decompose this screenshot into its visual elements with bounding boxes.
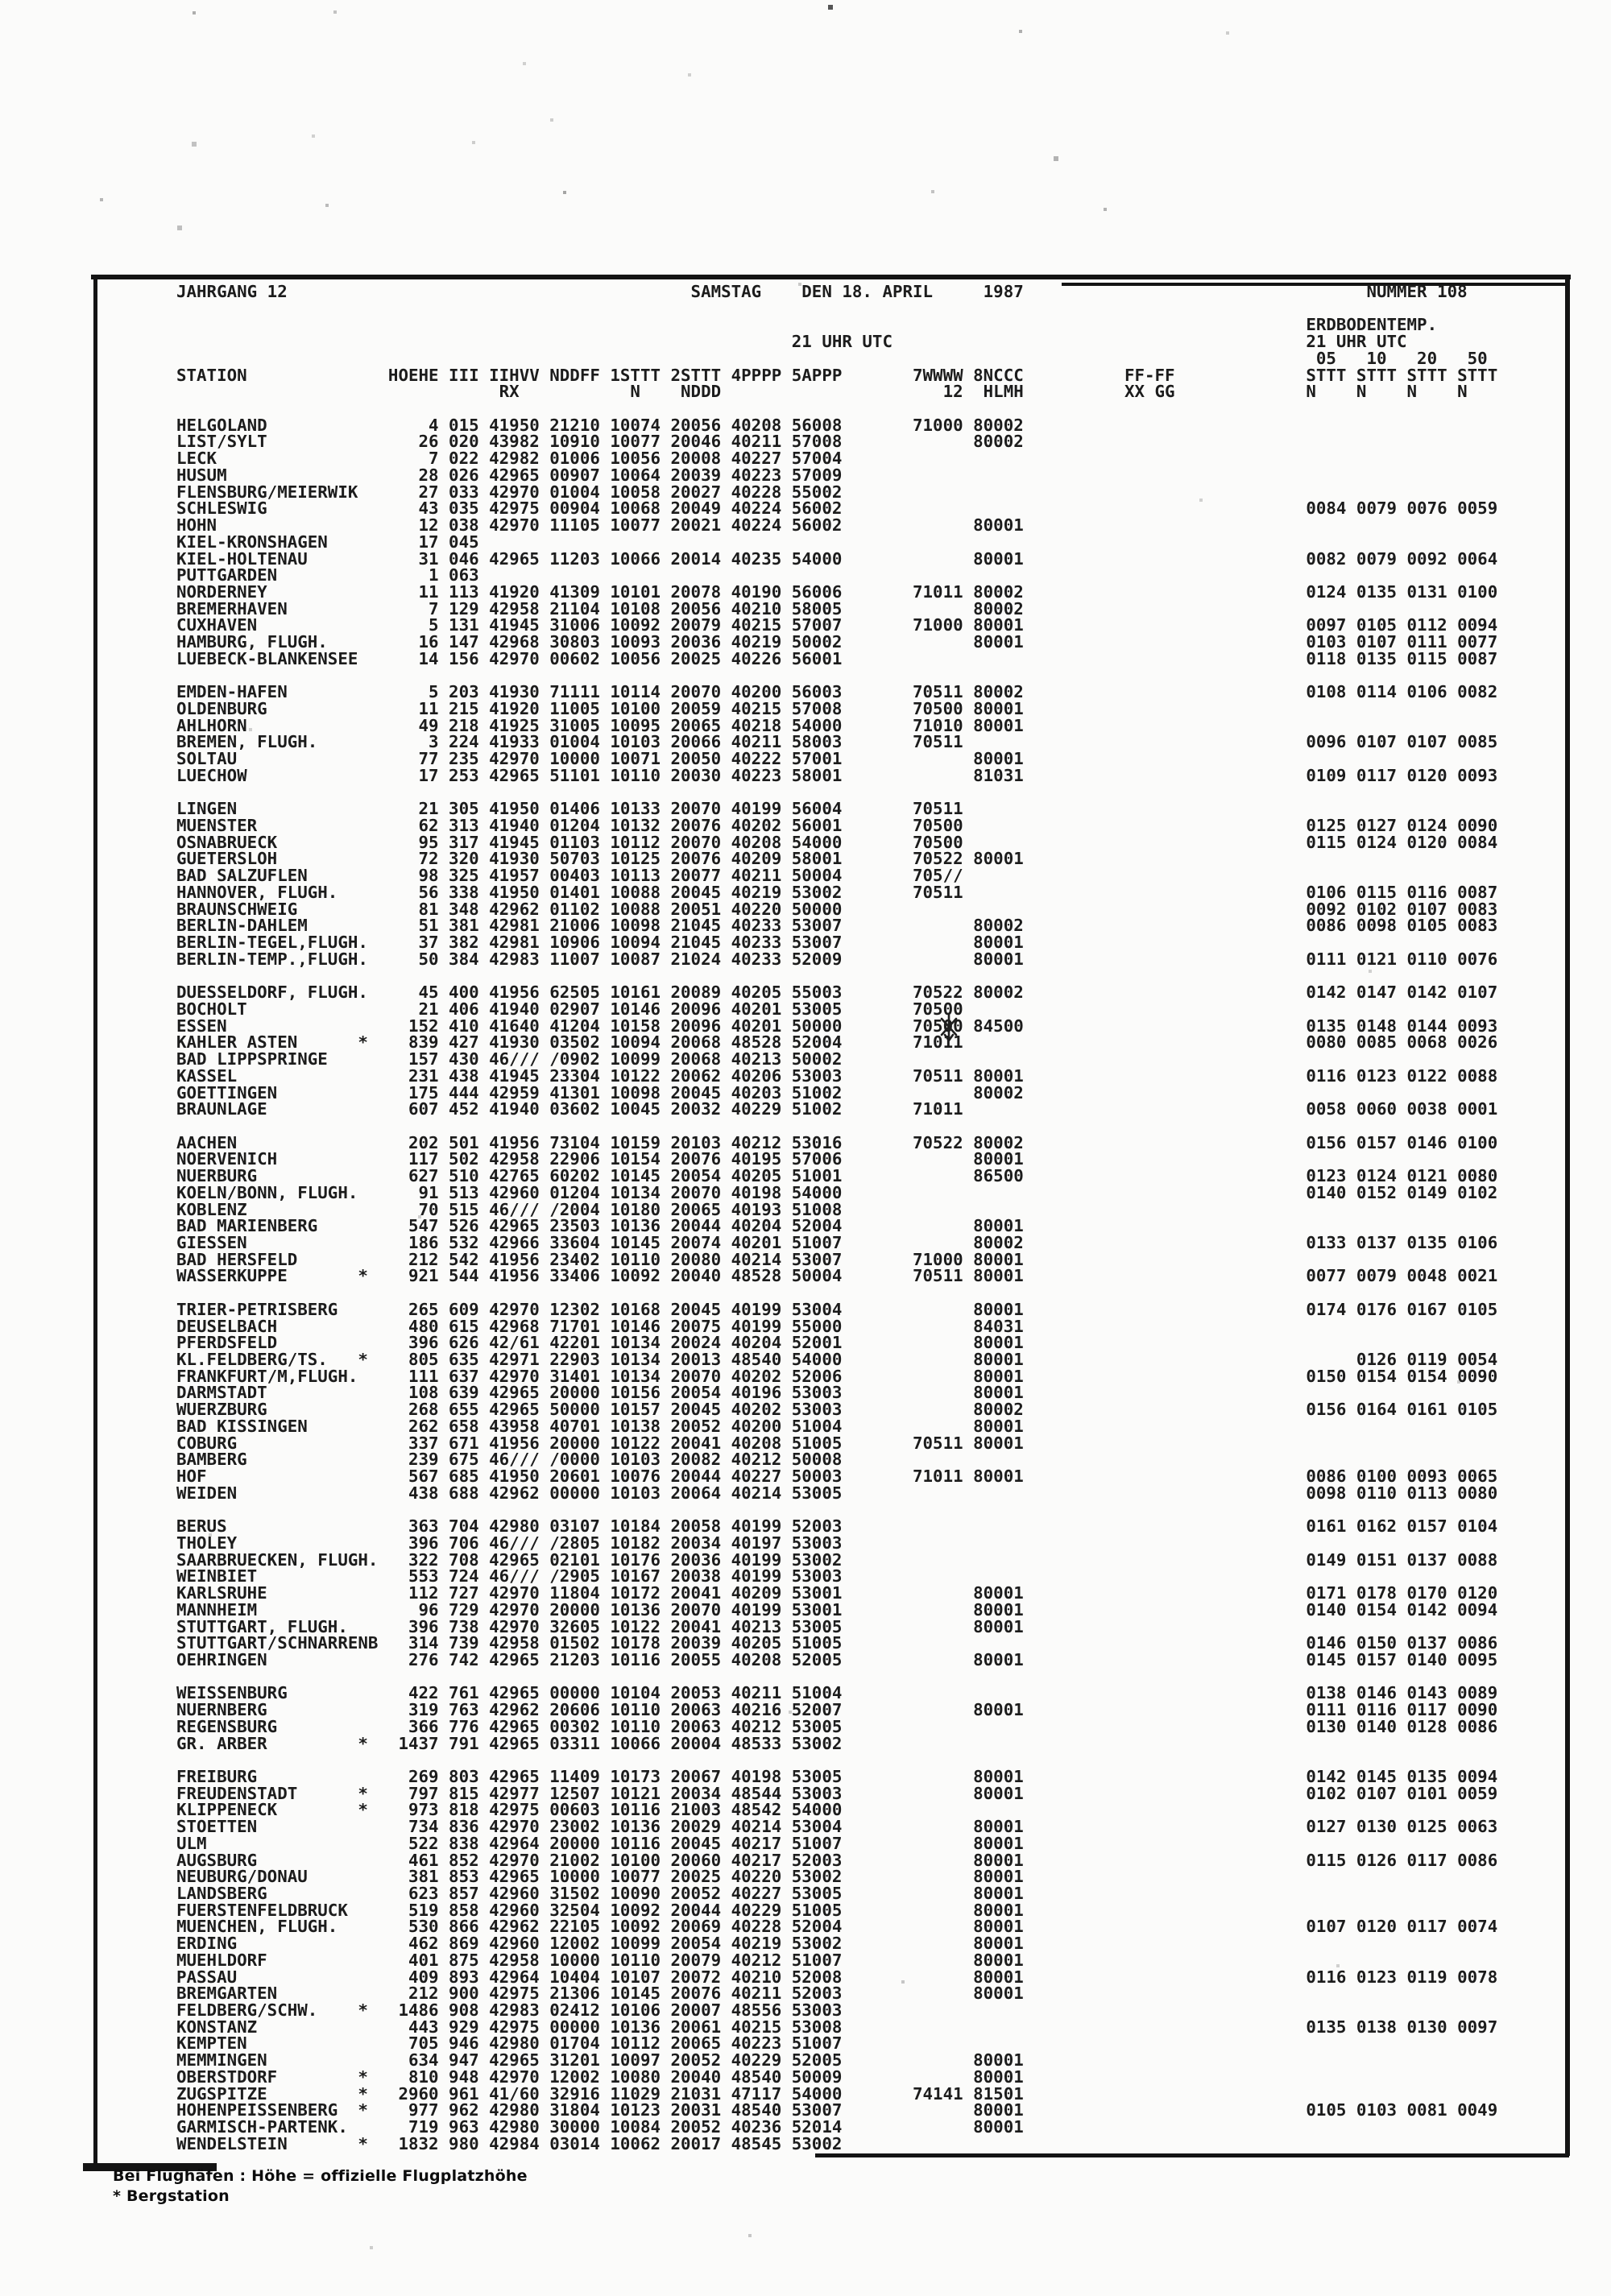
table-row: STOETTEN 734 836 42970 23002 10136 20029 40214 53004 80001 0127 0130 0125 0063 [176,1817,1498,1837]
table-row: HOF 567 685 41950 20601 10076 20044 40227 50003 71011 80001 0086 0100 0093 0065 [176,1467,1498,1487]
table-row: NOERVENICH 117 502 42958 22906 10154 20076 40195 57006 80001 [176,1149,1498,1169]
table-row: MUENSTER 62 313 41940 01204 10132 20076 40202 56001 70500 0125 0127 0124 0090 [176,816,1498,835]
table-row: LIST/SYLT 26 020 43982 10910 10077 20046 40211 57008 80002 [176,432,1498,452]
table-row: KEMPTEN 705 946 42980 01704 10112 20065 40223 51007 [176,2033,1498,2054]
table-row: KL.FELDBERG/TS. * 805 635 42971 22903 10134 20013 48540 54000 80001 0126 0119 0054 [176,1350,1498,1369]
weather-observation-table [176,283,1497,2153]
table-row: BREMERHAVEN 7 129 42958 21104 10108 20056 40210 58005 80002 [176,598,1498,618]
table-row: KARLSRUHE 112 727 42970 11804 10172 20041 40209 53001 80001 0171 0178 0170 0120 [176,1583,1498,1603]
soil-depth-header-line: 05 10 20 50 [176,348,1498,368]
table-row: AHLHORN 49 218 41925 31005 10095 20065 40218 54000 71010 80001 [176,715,1498,735]
table-row: BAD HERSFELD 212 542 41956 23402 10110 20080 40214 53007 71000 80001 [176,1249,1498,1269]
table-row: OBERSTDORF * 810 948 42970 12002 10080 20040 48540 50009 80001 [176,2066,1498,2087]
scan-noise-dots [0,0,2,2]
table-row: BAD SALZUFLEN 98 325 41957 00403 10113 20077 40211 50004 705// [176,866,1498,886]
table-row: FREUDENSTADT * 797 815 42977 12507 10121 20034 48544 53003 80001 0102 0107 0101 0059 [176,1783,1498,1803]
table-row: BERLIN-TEMP.,FLUGH. 50 384 42983 11007 10087 21024 40233 52009 80001 0111 0121 0110 0076 [176,949,1498,969]
row-spacer [176,400,1497,417]
table-row: PUTTGARDEN 1 063 [176,565,1498,585]
table-row: WENDELSTEIN * 1832 980 42984 03014 10062 20017 48545 53002 [176,2133,1498,2153]
table-row: FLENSBURG/MEIERWIK 27 033 42970 01004 10058 20027 40228 55002 [176,482,1498,502]
row-spacer [176,1752,1497,1769]
column-header-line: STATION HOEHE III IIHVV NDDFF 1STTT 2STTT 4PPPP 5APPP 7WWWW 8NCCC FF-FF STTT STTT STTT STTT [176,365,1498,385]
footnote-bergstation: * Bergstation [113,2187,230,2205]
table-row: BRAUNSCHWEIG 81 348 42962 01102 10088 20051 40220 50000 0092 0102 0107 0083 [176,899,1498,919]
table-row: OLDENBURG 11 215 41920 11005 10100 20059 40215 57008 70500 80001 [176,698,1498,718]
row-spacer [176,1285,1497,1301]
table-row: COBURG 337 671 41956 20000 10122 20041 40208 51005 70511 80001 [176,1433,1498,1453]
table-border-top [91,275,1571,279]
footnote-flugplatzhoehe: Bei Flughäfen : Höhe = offizielle Flugplatzhöhe [113,2167,528,2185]
table-row: STUTTGART/SCHNARRENB 314 739 42958 01502 10178 20039 40205 51005 0146 0150 0137 0086 [176,1633,1498,1653]
table-row: FUERSTENFELDBRUCK 519 858 42960 32504 10092 20044 40229 51005 80001 [176,1900,1498,1920]
table-row: HELGOLAND 4 015 41950 21210 10074 20056 40208 56008 71000 80002 [176,415,1498,435]
table-row: SAARBRUECKEN, FLUGH. 322 708 42965 02101 10176 20036 40199 53002 0149 0151 0137 0088 [176,1549,1498,1570]
masthead-line: JAHRGANG 12 SAMSTAG DEN 18. APRIL 1987 NUMMER 108 [176,282,1498,301]
table-row: KIEL-HOLTENAU 31 046 42965 11203 10066 20014 40235 54000 80001 0082 0079 0092 0064 [176,548,1498,569]
table-row: PFERDSFELD 396 626 42/61 42201 10134 20024 40204 52001 80001 [176,1333,1498,1353]
table-row: KOELN/BONN, FLUGH. 91 513 42960 01204 10134 20070 40198 54000 0140 0152 0149 0102 [176,1182,1498,1202]
column-subheader-line: RX N NDDD 12 HLMH XX GG N N N N [176,382,1498,402]
table-row: BAD LIPPSPRINGE 157 430 46/// /0902 10099 20068 40213 50002 [176,1049,1498,1069]
table-row: WEINBIET 553 724 46/// /2905 10167 20038 40199 53003 [176,1566,1498,1587]
table-row: HUSUM 28 026 42965 00907 10064 20039 40223 57009 [176,465,1498,485]
table-row: ZUGSPITZE * 2960 961 41/60 32916 11029 21031 47117 54000 74141 81501 [176,2083,1498,2104]
table-border-right [1565,279,1570,2156]
table-row: AACHEN 202 501 41956 73104 10159 20103 40212 53016 70522 80002 0156 0157 0146 0100 [176,1132,1498,1152]
table-row: BOCHOLT 21 406 41940 02907 10146 20096 40201 53005 70500 [176,999,1498,1019]
row-spacer [176,300,1497,317]
table-row: NUERNBERG 319 763 42962 20606 10110 20063 40216 52007 80001 0111 0116 0117 0090 [176,1700,1498,1720]
row-spacer [176,1118,1497,1135]
table-row: GUETERSLOH 72 320 41930 50703 10125 20076 40209 58001 70522 80001 [176,849,1498,869]
table-row: WASSERKUPPE * 921 544 41956 33406 10092 20040 48528 50004 70511 80001 0077 0079 0048 0021 [176,1266,1498,1286]
soil-temp-title-line: ERDBODENTEMP. [176,315,1498,335]
table-row: LUEBECK-BLANKENSEE 14 156 42970 00602 10056 20025 40226 56001 0118 0135 0115 0087 [176,648,1498,668]
table-row: MEMMINGEN 634 947 42965 31201 10097 20052 40229 52005 80001 [176,2050,1498,2071]
table-row: KAHLER ASTEN * 839 427 41930 03502 10094 20068 48528 52004 71011 0080 0085 0068 0026 [176,1032,1498,1053]
table-row: BREMGARTEN 212 900 42975 21306 10145 20076 40211 52003 80001 [176,1984,1498,2004]
table-row: OEHRINGEN 276 742 42965 21203 10116 20055 40208 52005 80001 0145 0157 0140 0095 [176,1649,1498,1669]
table-row: ERDING 462 869 42960 12002 10099 20054 40219 53002 80001 [176,1934,1498,1954]
table-row: TRIER-PETRISBERG 265 609 42970 12302 10168 20045 40199 53004 80001 0174 0176 0167 0105 [176,1299,1498,1319]
row-spacer [176,784,1497,801]
table-row: HANNOVER, FLUGH. 56 338 41950 01401 10088 20045 40219 53002 70511 0106 0115 0116 0087 [176,882,1498,902]
table-row: BAD KISSINGEN 262 658 43958 40701 10138 20052 40200 51004 80001 [176,1416,1498,1436]
row-spacer [176,967,1497,984]
table-row: FRANKFURT/M,FLUGH. 111 637 42970 31401 10134 20070 40202 52006 80001 0150 0154 0154 0090 [176,1366,1498,1386]
table-row: REGENSBURG 366 776 42965 00302 10110 20063 40212 53005 0130 0140 0128 0086 [176,1716,1498,1736]
table-row: LANDSBERG 623 857 42960 31502 10090 20052 40227 53005 80001 [176,1884,1498,1903]
table-row: LINGEN 21 305 41950 01406 10133 20070 40199 56004 70511 [176,799,1498,819]
table-row: GR. ARBER * 1437 791 42965 03311 10066 20004 48533 53002 [176,1733,1498,1753]
table-row: WEISSENBURG 422 761 42965 00000 10104 20053 40211 51004 0138 0146 0143 0089 [176,1683,1498,1703]
table-row: AUGSBURG 461 852 42970 21002 10100 20060 40217 52003 80001 0115 0126 0117 0086 [176,1850,1498,1870]
table-row: WEIDEN 438 688 42962 00000 10103 20064 40214 53005 0098 0110 0113 0080 [176,1483,1498,1503]
pen-correction-mark [937,1014,961,1041]
table-row: NUERBURG 627 510 42765 60202 10145 20054 40205 51001 86500 0123 0124 0121 0080 [176,1166,1498,1186]
table-row: FREIBURG 269 803 42965 11409 10173 20067 40198 53005 80001 0142 0145 0135 0094 [176,1766,1498,1786]
row-spacer [176,668,1497,685]
table-row: KASSEL 231 438 41945 23304 10122 20062 40206 53003 70511 80001 0116 0123 0122 0088 [176,1065,1498,1086]
table-row: MUENCHEN, FLUGH. 530 866 42962 22105 10092 20069 40228 52004 80001 0107 0120 0117 0074 [176,1917,1498,1937]
table-row: GOETTINGEN 175 444 42959 41301 10098 20045 40203 51002 80002 [176,1082,1498,1102]
table-row: BERUS 363 704 42980 03107 10184 20058 40199 52003 0161 0162 0157 0104 [176,1516,1498,1537]
table-row: BERLIN-TEGEL,FLUGH. 37 382 42981 10906 10094 21045 40233 53007 80001 [176,933,1498,953]
table-row: DEUSELBACH 480 615 42968 71701 10146 20075 40199 55000 84031 [176,1316,1498,1336]
table-row: KIEL-KRONSHAGEN 17 045 [176,532,1498,552]
table-row: BRAUNLAGE 607 452 41940 03602 10045 20032 40229 51002 71011 0058 0060 0038 0001 [176,1099,1498,1119]
table-row: HAMBURG, FLUGH. 16 147 42968 30803 10093 20036 40219 50002 80001 0103 0107 0111 0077 [176,632,1498,652]
row-spacer [176,1669,1497,1686]
table-row: BERLIN-DAHLEM 51 381 42981 21006 10098 21045 40233 53007 80002 0086 0098 0105 0083 [176,916,1498,936]
table-row: STUTTGART, FLUGH. 396 738 42970 32605 10122 20041 40213 53005 80001 [176,1616,1498,1636]
table-border-bottom [815,2153,1569,2157]
table-row: KOBLENZ 70 515 46/// /2004 10180 20065 40193 51008 [176,1199,1498,1219]
table-row: MUEHLDORF 401 875 42958 10000 10110 20079 40212 51007 80001 [176,1950,1498,1970]
table-row: ULM 522 838 42964 20000 10116 20045 40217 51007 80001 [176,1833,1498,1853]
table-row: GIESSEN 186 532 42966 33604 10145 20074 40201 51007 80002 0133 0137 0135 0106 [176,1232,1498,1252]
table-row: THOLEY 396 706 46/// /2805 10182 20034 40197 53003 [176,1533,1498,1553]
table-row: DUESSELDORF, FLUGH. 45 400 41956 62505 10161 20089 40205 55003 70522 80002 0142 0147 0142 0107 [176,983,1498,1003]
table-row: OSNABRUECK 95 317 41945 01103 10112 20070 40208 54000 70500 0115 0124 0120 0084 [176,832,1498,852]
table-row: KONSTANZ 443 929 42975 00000 10136 20061 40215 53008 0135 0138 0130 0097 [176,2017,1498,2037]
table-row: HOHENPEISSENBERG * 977 962 42980 31804 10123 20031 48540 53007 80001 0105 0103 0081 0049 [176,2100,1498,2120]
table-row: BAMBERG 239 675 46/// /0000 10103 20082 40212 50008 [176,1450,1498,1470]
table-row: WUERZBURG 268 655 42965 50000 10157 20045 40202 53003 80002 0156 0164 0161 0105 [176,1400,1498,1420]
table-row: BAD MARIENBERG 547 526 42965 23503 10136 20044 40204 52004 80001 [176,1216,1498,1236]
time-utc-line: 21 UHR UTC 21 UHR UTC [176,332,1498,352]
table-row: FELDBERG/SCHW. * 1486 908 42983 02412 10106 20007 48556 53003 [176,2000,1498,2021]
table-row: CUXHAVEN 5 131 41945 31006 10092 20079 40215 57007 71000 80001 0097 0105 0112 0094 [176,615,1498,635]
table-row: MANNHEIM 96 729 42970 20000 10136 20070 40199 53001 80001 0140 0154 0142 0094 [176,1599,1498,1620]
table-row: DARMSTADT 108 639 42965 20000 10156 20054 40196 53003 80001 [176,1383,1498,1403]
table-row: HOHN 12 038 42970 11105 10077 20021 40224 56002 80001 [176,515,1498,536]
table-row: PASSAU 409 893 42964 10404 10107 20072 40210 52008 80001 0116 0123 0119 0078 [176,1967,1498,1987]
table-row: KLIPPENECK * 973 818 42975 00603 10116 21003 48542 54000 [176,1800,1498,1820]
table-row: EMDEN-HAFEN 5 203 41930 71111 10114 20070 40200 56003 70511 80002 0108 0114 0106 0082 [176,682,1498,702]
table-row: NORDERNEY 11 113 41920 41309 10101 20078 40190 56006 71011 80002 0124 0135 0131 0100 [176,581,1498,602]
table-row: LUECHOW 17 253 42965 51101 10110 20030 40223 58001 81031 0109 0117 0120 0093 [176,765,1498,785]
table-border-left [93,275,97,2171]
table-row: BREMEN, FLUGH. 3 224 41933 01004 10103 20066 40211 58003 70511 0096 0107 0107 0085 [176,732,1498,752]
row-spacer [176,1501,1497,1518]
table-row: ESSEN 152 410 41640 41204 10158 20096 40201 50000 70500 84500 0135 0148 0144 0093 [176,1016,1498,1036]
table-row: NEUBURG/DONAU 381 853 42965 10000 10077 20025 40220 53002 80001 [176,1867,1498,1887]
table-row: SCHLESWIG 43 035 42975 00904 10068 20049 40224 56002 0084 0079 0076 0059 [176,499,1498,519]
table-row: LECK 7 022 42982 01006 10056 20008 40227 57004 [176,449,1498,469]
table-row: SOLTAU 77 235 42970 10000 10071 20050 40222 57001 80001 [176,749,1498,769]
table-row: GARMISCH-PARTENK. 719 963 42980 30000 10084 20052 40236 52014 80001 [176,2117,1498,2137]
